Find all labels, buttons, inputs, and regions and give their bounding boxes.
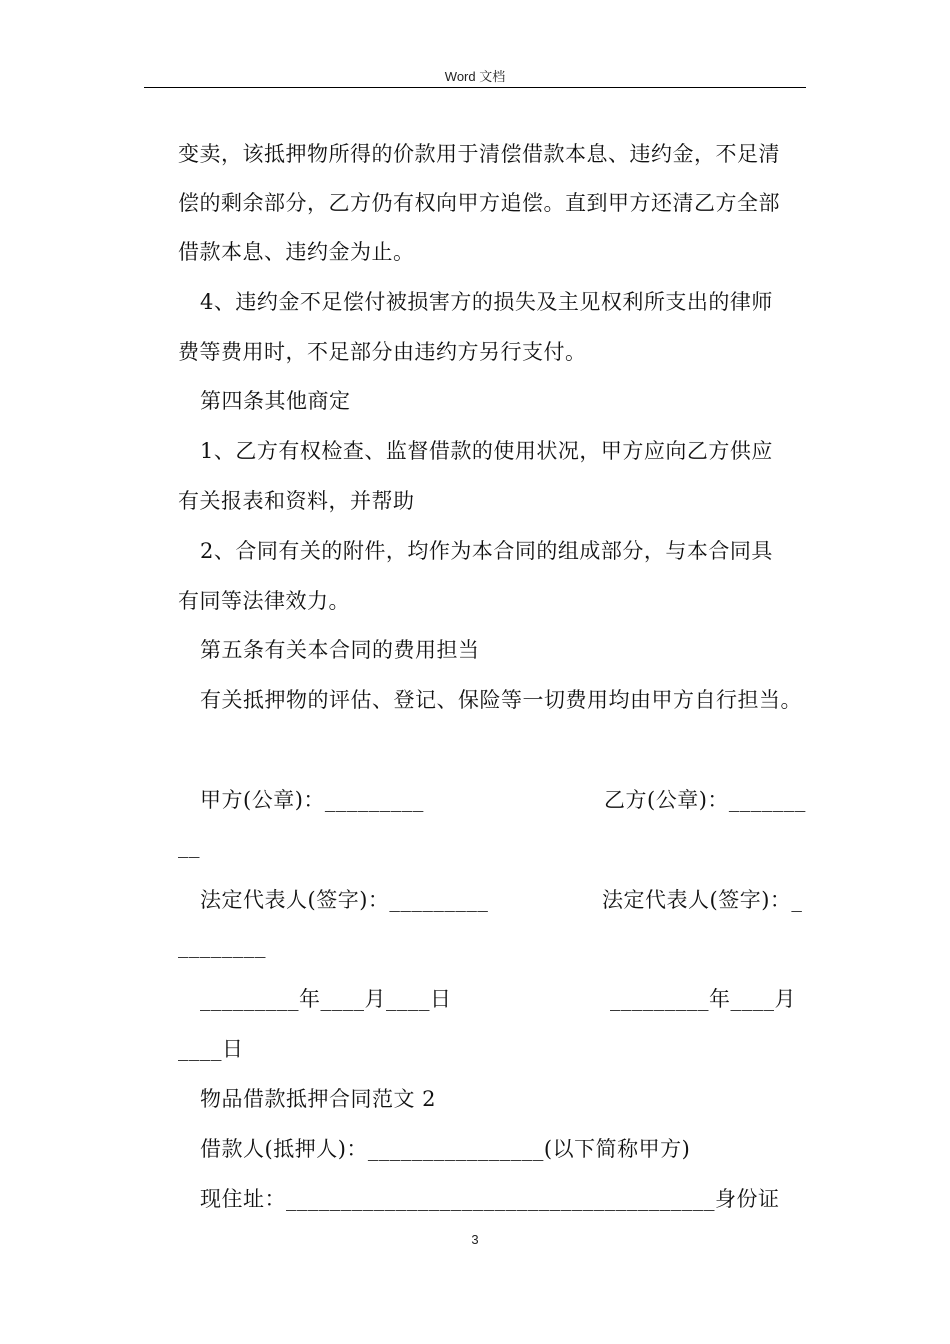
body-line: 变卖，该抵押物所得的价款用于清偿借款本息、违约金，不足清 [178, 142, 780, 166]
body-line: 偿的剩余部分，乙方仍有权向甲方追偿。直到甲方还清乙方全部 [178, 191, 780, 215]
header-rule [144, 87, 806, 88]
party-a-representative: 法定代表人(签字)：_________ [200, 888, 489, 912]
contract-title: 物品借款抵押合同范文 2 [200, 1087, 437, 1111]
body-line: 有关抵押物的评估、登记、保险等一切费用均由甲方自行担当。 [200, 688, 802, 712]
page-header: Word 文档 [444, 69, 506, 84]
body-line: 有同等法律效力。 [178, 589, 350, 613]
body-line: 费等费用时，不足部分由违约方另行支付。 [178, 340, 587, 364]
party-b-seal: 乙方(公章)：_______ [604, 788, 806, 812]
party-b-date-cont: ____日 [178, 1037, 244, 1061]
address-line: 现住址：_______________________________________身份证 [200, 1187, 780, 1211]
section-heading: 第五条有关本合同的费用担当 [200, 638, 480, 662]
party-a-date: _________年____月____日 [200, 987, 452, 1011]
page-number: 3 [471, 1232, 479, 1247]
party-a-seal: 甲方(公章)：_________ [200, 788, 424, 812]
body-line: 借款本息、违约金为止。 [178, 240, 415, 264]
party-b-representative: 法定代表人(签字)：_ [602, 888, 803, 912]
party-b-date: _________年____月 [610, 987, 796, 1011]
section-heading: 第四条其他商定 [200, 389, 351, 413]
party-b-seal-cont: __ [178, 834, 200, 858]
body-line: 2、合同有关的附件，均作为本合同的组成部分，与本合同具 [200, 539, 773, 563]
body-line: 1、乙方有权检查、监督借款的使用状况，甲方应向乙方供应 [200, 439, 773, 463]
body-line: 4、违约金不足偿付被损害方的损失及主见权利所支出的律师 [200, 290, 773, 314]
borrower-line: 借款人(抵押人)：________________(以下简称甲方) [200, 1137, 691, 1161]
party-b-representative-cont: ________ [178, 934, 266, 958]
body-line: 有关报表和资料，并帮助 [178, 489, 415, 513]
